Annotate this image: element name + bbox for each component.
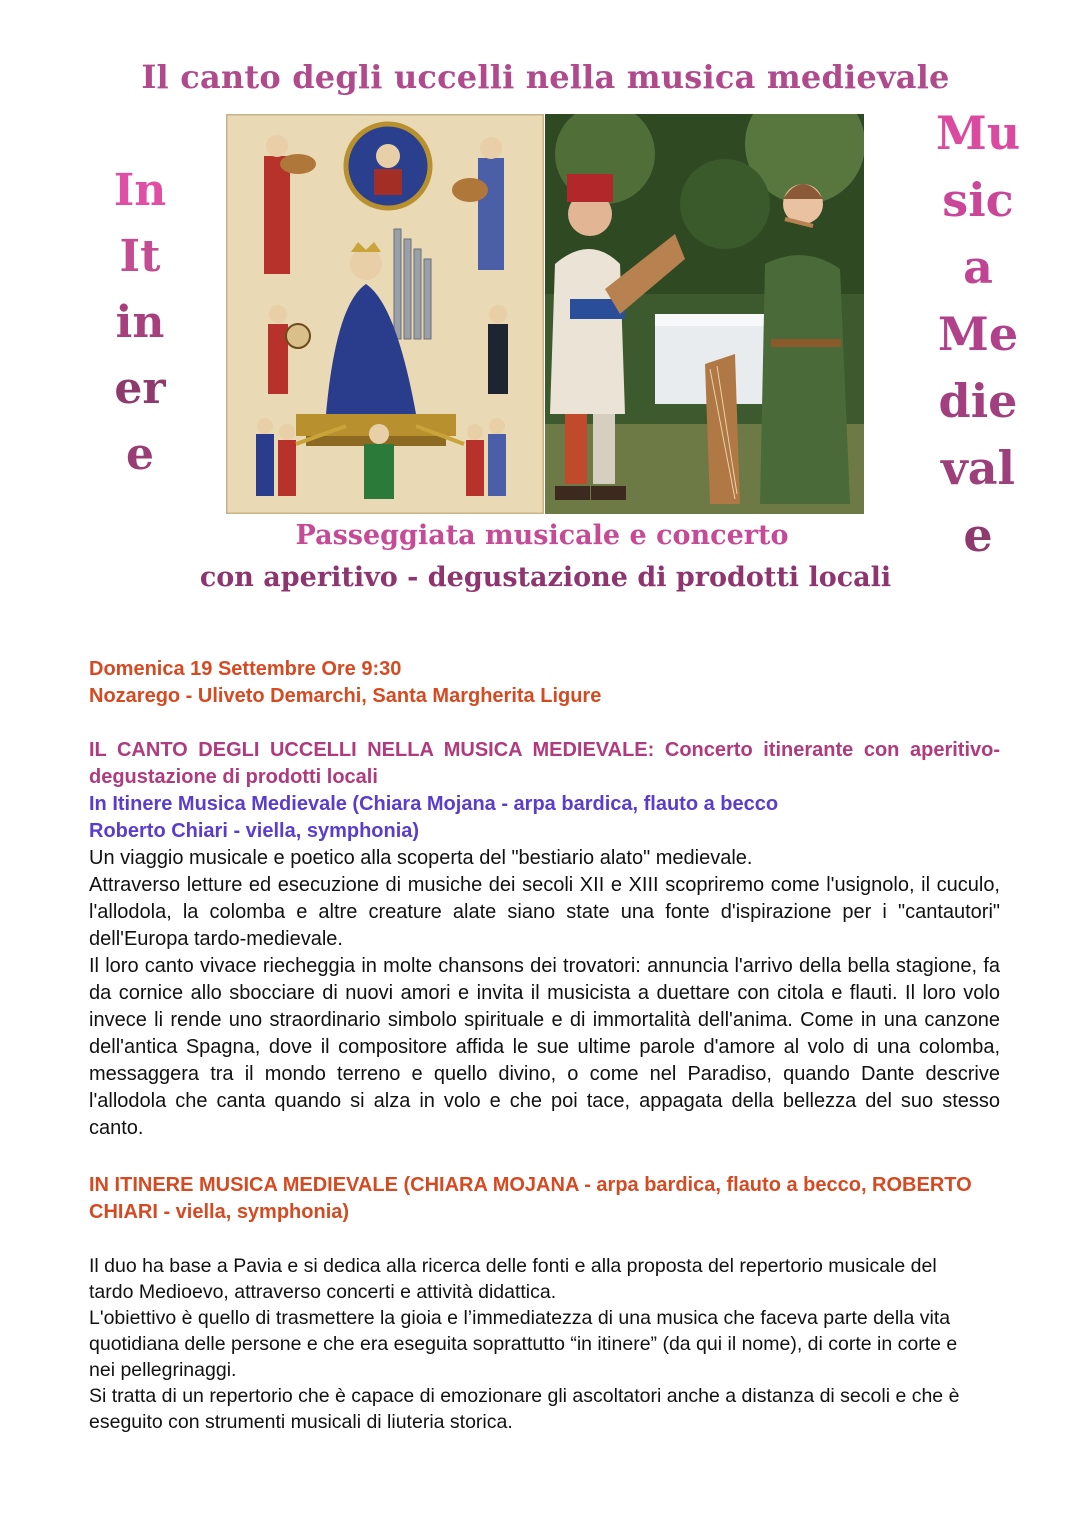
vertical-text-segment: a xyxy=(963,240,993,294)
vertical-text-segment: val xyxy=(940,441,1015,495)
vertical-text-segment: Mu xyxy=(935,106,1021,160)
ensemble-heading: IN ITINERE MUSICA MEDIEVALE (CHIARA MOJANA - arpa bardica, flauto a becco, ROBERTO CHIARI - viella, symphonia) xyxy=(89,1174,972,1223)
performers-photo xyxy=(545,114,864,514)
concert-paragraph: Il loro canto vivace riecheggia in molte chansons dei trovatori: annuncia l'arrivo della bella stagione, fa da cornice allo sbocciare di nuovi amori e invita il musicista a duettare con citola e flauti. Il loro volo invece li rende uno straordinario simbolo spirituale e di immortalità dell'anima. Come in una canzone dell'antica Spagna, dove il compositore affida le sue ultime parole d'amore al volo di una colomba, messaggera tra il mondo terreno e quello divino, o come nel Paradiso, quando Dante descrive l'allodola che canta quando si alza in volo e che poi tace, appagata della bellezza del suo stesso canto. xyxy=(89,955,1000,1139)
subtitle-aperitivo: con aperitivo - degustazione di prodotti locali xyxy=(199,562,892,593)
event-date-time: Domenica 19 Settembre Ore 9:30 xyxy=(89,658,402,680)
concert-paragraph: Un viaggio musicale e poetico alla scoperta del "bestiario alato" medievale. xyxy=(89,847,753,869)
vertical-text-segment: die xyxy=(938,374,1018,428)
vertical-text-in-itinere xyxy=(88,158,192,488)
ensemble-paragraph: Il duo ha base a Pavia e si dedica alla ricerca delle fonti e alla proposta del repertorio musicale del tardo Medioevo, attraverso concerti e attività didattica. xyxy=(89,1255,937,1303)
subtitle-passeggiata: Passeggiata musicale e concerto xyxy=(295,520,789,551)
vertical-text-segment: e xyxy=(963,508,993,562)
ensemble-line-1: In Itinere Musica Medievale (Chiara Mojana - arpa bardica, flauto a becco xyxy=(89,793,779,815)
vertical-text-segment: sic xyxy=(942,173,1014,227)
vertical-text-musica-medievale xyxy=(922,100,1034,569)
ensemble-line-2: Roberto Chiari - viella, symphonia) xyxy=(89,820,420,842)
concert-heading-rest: Concerto itinerante con aperitivo-degustazione di prodotti locali xyxy=(89,739,1000,788)
ensemble-paragraph: L'obiettivo è quello di trasmettere la gioia e l’immediatezza di una musica che faceva parte della vita quotidiana delle persone e che era eseguita soprattutto “in itinere” (da qui il nome), di corte in corte e nei pellegrinaggi. xyxy=(89,1307,958,1381)
vertical-text-segment: In xyxy=(113,165,167,216)
concert-heading xyxy=(89,737,1000,791)
medieval-illumination-image xyxy=(226,114,544,514)
poster-title: Il canto degli uccelli nella musica medievale xyxy=(141,58,950,96)
vertical-text-segment: in xyxy=(115,297,165,348)
ensemble-paragraph: Si tratta di un repertorio che è capace di emozionare gli ascoltatori anche a distanza di secoli e che è eseguito con strumenti musicali di liuteria storica. xyxy=(89,1385,960,1433)
vertical-text-segment: Me xyxy=(937,307,1019,361)
concert-heading-upper: IL CANTO DEGLI UCCELLI NELLA MUSICA MEDIEVALE: xyxy=(89,739,655,761)
vertical-text-segment: It xyxy=(119,231,161,282)
concert-paragraph: Attraverso letture ed esecuzione di musiche dei secoli XII e XIII scopriremo come l'usignolo, il cuculo, l'allodola, la colomba e altre creature alate siano state una fonte d'ispirazione per i "cantautori" dell'Europa tardo-medievale. xyxy=(89,874,1000,950)
event-description xyxy=(89,656,1000,1435)
vertical-text-segment: er xyxy=(114,363,166,414)
vertical-text-segment: e xyxy=(126,429,154,480)
event-location: Nozarego - Uliveto Demarchi, Santa Margherita Ligure xyxy=(89,685,602,707)
